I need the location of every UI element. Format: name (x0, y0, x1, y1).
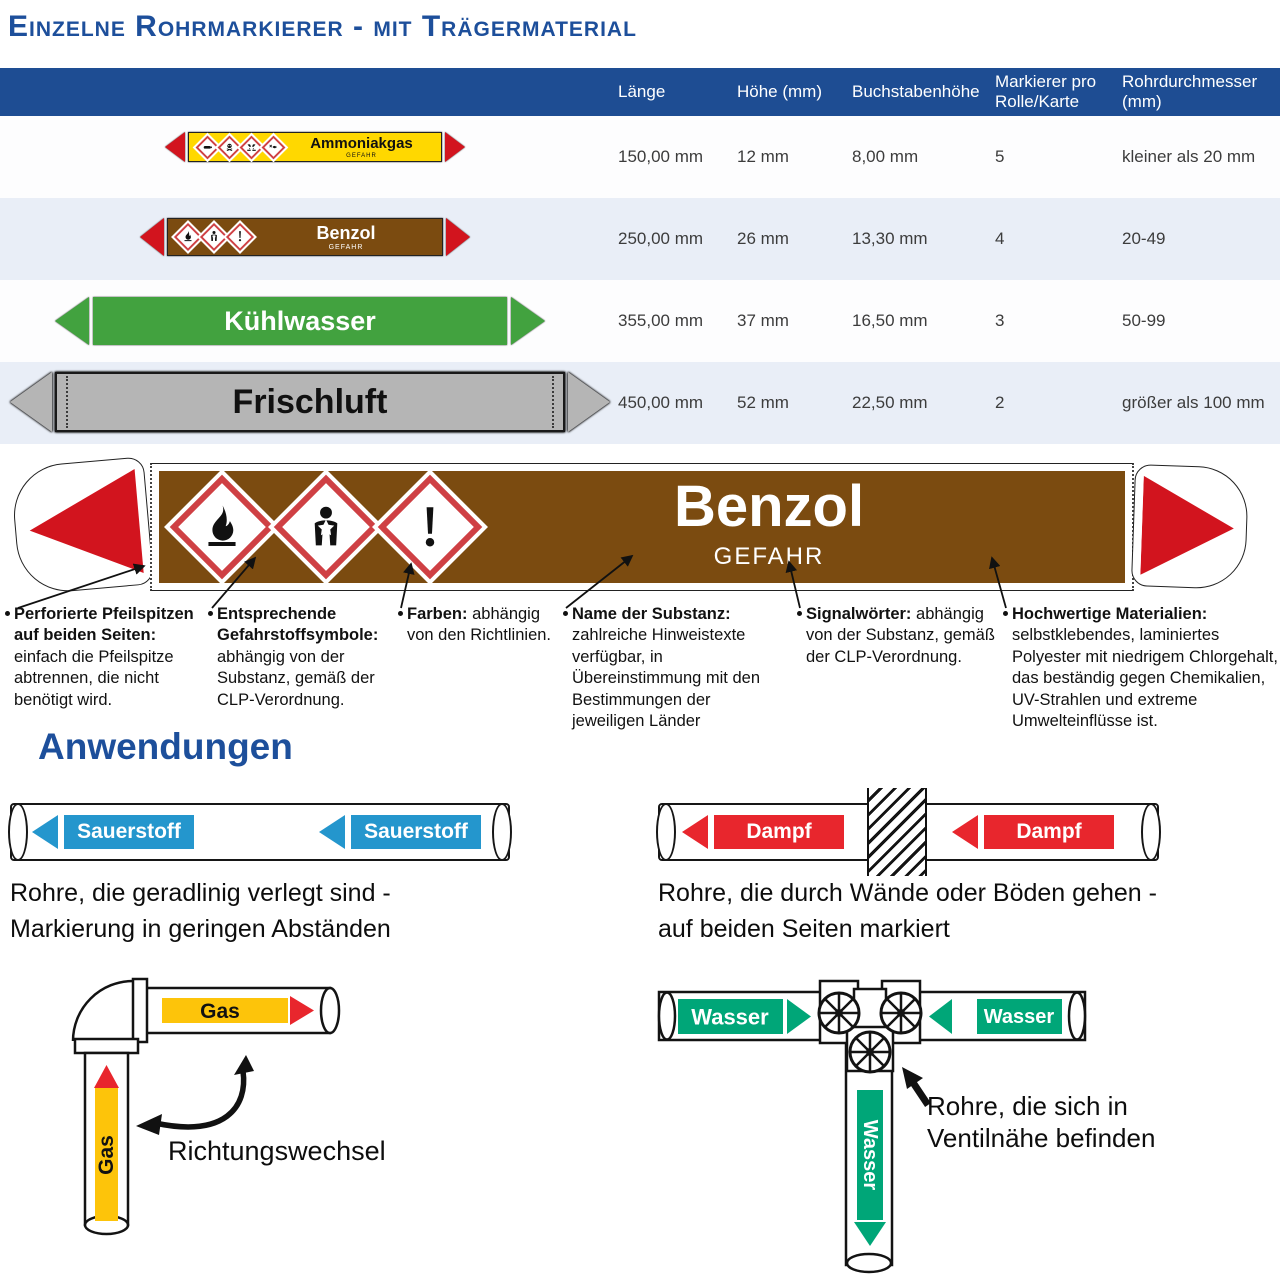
marker-arrow-right-icon (568, 372, 610, 432)
marker-arrow-left-icon (10, 372, 52, 432)
perforation-line (66, 376, 68, 428)
marker-arrow-left-icon (165, 132, 185, 162)
marker-label: Sauerstoff (351, 815, 481, 849)
callout-leader-lines (0, 540, 1280, 612)
applications-heading: Anwendungen (38, 726, 293, 767)
table-header-hoehe: Höhe (mm) (737, 82, 823, 102)
marker-arrow-left-icon (32, 815, 58, 849)
cell-buchstabenhoehe: 8,00 mm (852, 147, 919, 166)
callout-materials: Hochwertige Materialien: selbstklebendes, laminiertes Polyester mit niedrigem Chlorgehalt, das beständig gegen Chemikalien, UV-Strahlen und extreme Umwelteinflüsse ist. (1003, 604, 1278, 733)
marker-substance-label: Ammoniakgas (310, 134, 413, 152)
marker-substance-label: Kühlwasser (224, 305, 376, 336)
wall-pipe-diagram (658, 803, 1159, 861)
pipe-marker-ammoniakgas (165, 132, 465, 162)
table-header-marker-column (0, 68, 602, 116)
pipe-end-cap (492, 803, 512, 861)
cell-buchstabenhoehe: 13,30 mm (852, 229, 928, 248)
marker-label: Wasser (859, 1119, 881, 1191)
elbow-pipe-diagram (40, 975, 460, 1270)
marker-label: Dampf (714, 815, 844, 849)
marker-substance-label: Frischluft (232, 383, 388, 421)
flame-icon (174, 223, 202, 251)
cell-rohrdurchmesser: 20-49 (1122, 229, 1166, 248)
marker-signal-word: GEFAHR (328, 243, 364, 251)
marker-substance-label: Benzol (316, 222, 376, 243)
marker-label: Gas (200, 1000, 240, 1023)
cell-laenge: 250,00 mm (618, 229, 704, 248)
sauerstoff-marker (319, 815, 481, 849)
cell-laenge: 150,00 mm (618, 147, 704, 166)
direction-change-arrow (155, 1071, 244, 1127)
cell-buchstabenhoehe: 16,50 mm (852, 311, 928, 330)
cell-laenge: 450,00 mm (618, 393, 704, 412)
marker-arrow-right-icon (511, 297, 545, 345)
marker-label: Wasser (983, 1006, 1055, 1028)
callout-colors: Farben: abhängig von den Richtlinien. (398, 604, 565, 647)
marker-arrow-right-icon (445, 132, 465, 162)
marker-arrow-left-icon (140, 218, 164, 256)
marker-arrow-left-icon (682, 815, 708, 849)
cell-buchstabenhoehe: 22,50 mm (852, 393, 928, 412)
pipe-end-cap (8, 803, 28, 861)
cell-rohrdurchmesser: kleiner als 20 mm (1122, 147, 1256, 166)
valve-pipe-diagram (650, 975, 1280, 1277)
cell-hoehe: 52 mm (737, 393, 789, 412)
wall-hatch (867, 788, 927, 876)
cell-hoehe: 37 mm (737, 311, 789, 330)
cell-rohrdurchmesser: 50-99 (1122, 311, 1166, 330)
table-header-markierer: Markierer pro Rolle/Karte (995, 72, 1097, 111)
marker-arrow-left-icon (952, 815, 978, 849)
sauerstoff-marker (32, 815, 194, 849)
callout-signal-words: Signalwörter: abhängig von der Substanz, gemäß der CLP-Verordnung. (797, 604, 996, 668)
table-header-row (0, 68, 1280, 116)
direction-change-label: Richtungswechsel (168, 1136, 386, 1166)
page-title: Einzelne Rohrmarkierer - mit Trägermaterial (8, 10, 637, 43)
cell-rohrdurchmesser: größer als 100 mm (1122, 393, 1265, 412)
pipe-end-cap (656, 803, 676, 861)
perforation-line (552, 376, 554, 428)
health-hazard-icon (200, 223, 228, 251)
marker-label: Wasser (691, 1004, 769, 1030)
detail-substance-name: Benzol (673, 474, 865, 539)
marker-label: Dampf (984, 815, 1114, 849)
cell-laenge: 355,00 mm (618, 311, 704, 330)
marker-label: Sauerstoff (64, 815, 194, 849)
skull-crossbones-icon (217, 135, 241, 159)
pipe-end-cap (1141, 803, 1161, 861)
straight-pipe-caption: Rohre, die geradlinig verlegt sind - Markierung in geringen Abständen (10, 879, 391, 943)
callout-perforated-tips: Perforierte Pfeilspitzen auf beiden Seiten: einfach die Pfeilspitze abtrennen, die nicht benötigt wird. (5, 604, 194, 711)
marker-label: Gas (95, 1135, 118, 1175)
table-header-rohrdurchmesser: Rohrdurchmesser (mm) (1122, 72, 1258, 111)
cell-hoehe: 12 mm (737, 147, 789, 166)
valve-caption-line1: Rohre, die sich in (927, 1091, 1128, 1121)
callout-substance-name: Name der Substanz: zahlreiche Hinweistexte verfügbar, in Übereinstimmung mit den Bestimmungen der jeweiligen Länder (563, 604, 780, 733)
cell-markierer: 5 (995, 147, 1005, 166)
detail-signal-word: GEFAHR (713, 542, 825, 570)
straight-pipe-diagram (10, 803, 510, 861)
table-header-laenge: Länge (618, 82, 666, 102)
marker-arrow-left-icon (319, 815, 345, 849)
dampf-marker (682, 815, 844, 849)
cell-markierer: 3 (995, 311, 1005, 330)
cell-markierer: 4 (995, 229, 1005, 248)
ghs-pictogram-row (199, 139, 282, 156)
dampf-marker (952, 815, 1114, 849)
valve-caption-line2: Ventilnähe befinden (927, 1123, 1156, 1153)
pipe-marker-kuehlwasser (55, 297, 545, 345)
table-header-buchstabenhoehe: Buchstabenhöhe (852, 82, 980, 102)
marker-signal-word: GEFAHR (346, 152, 377, 159)
pipe-marker-benzol (140, 218, 470, 256)
wall-pipe-caption: Rohre, die durch Wände oder Böden gehen - auf beiden Seiten markiert (658, 879, 1157, 943)
corrosion-icon (239, 135, 263, 159)
cell-markierer: 2 (995, 393, 1005, 412)
gas-cylinder-icon (195, 135, 219, 159)
pipe-marker-frischluft (10, 372, 610, 432)
marker-arrow-left-icon (55, 297, 89, 345)
valve-annotation-arrow (912, 1081, 928, 1105)
marker-arrow-right-icon (446, 218, 470, 256)
ghs-pictogram-row (178, 227, 250, 247)
callout-hazard-symbols: Entsprechende Gefahrstoffsymbole: abhängig von der Substanz, gemäß der CLP-Verordnung. (208, 604, 395, 711)
cell-hoehe: 26 mm (737, 229, 789, 248)
